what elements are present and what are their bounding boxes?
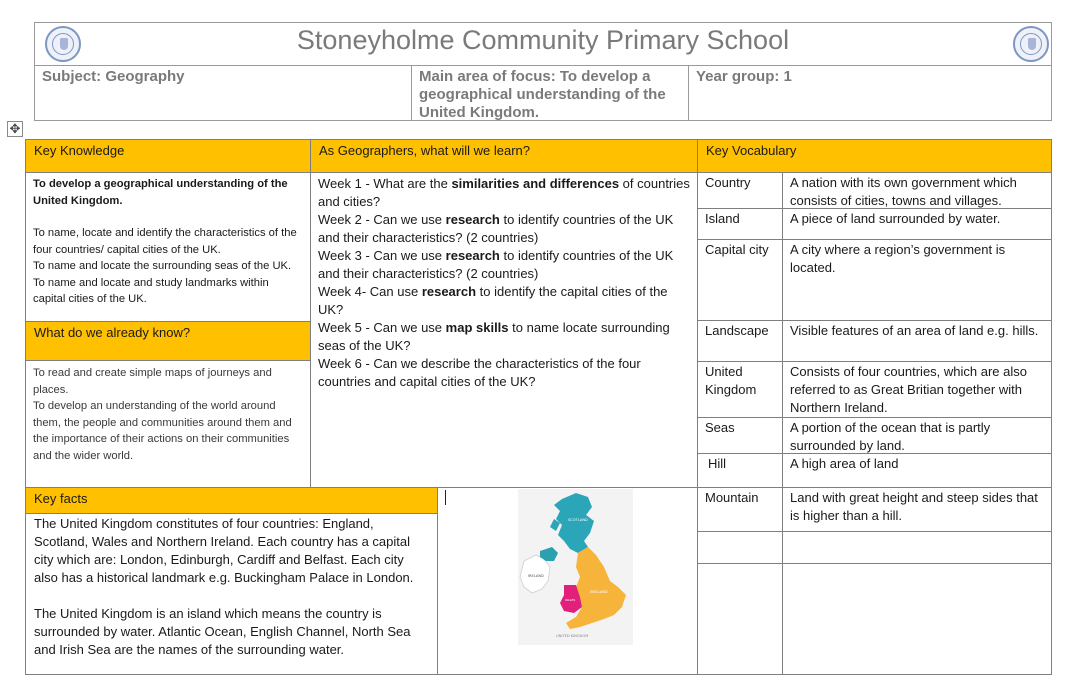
learn-week-4: Week 4- Can use research to identify the capital cities of the UK?: [318, 284, 668, 317]
learn-body: [310, 172, 698, 488]
key-facts-heading: Key facts: [25, 487, 438, 514]
vocab-term: Seas: [697, 417, 783, 454]
text-cursor: [445, 490, 446, 505]
key-facts-body: [25, 513, 438, 675]
vocab-term: Island: [697, 208, 783, 240]
already-know-point: To develop an understanding of the world around them, the people and communities around them and the importance of their actions on their communities and the wider world.: [33, 400, 292, 462]
vocab-term: Landscape: [697, 320, 783, 362]
key-knowledge-point: To name and locate and study landmarks within capital cities of the UK.: [33, 276, 269, 305]
vocab-term: [697, 531, 783, 564]
school-name: Stoneyholme Community Primary School: [296, 25, 790, 55]
uk-map-image: [518, 489, 633, 645]
key-knowledge-intro: To develop a geographical understanding of the United Kingdom.: [33, 178, 288, 207]
map-caption: UNITED KINGDOM: [556, 634, 589, 638]
vocab-term: Capital city: [697, 239, 783, 321]
vocab-term: [697, 563, 783, 675]
already-know-body: [25, 360, 311, 488]
learn-week-1: Week 1 - What are the similarities and differences of countries and cities?: [318, 176, 690, 209]
key-facts-paragraph: The United Kingdom is an island which means the country is surrounded by water. Atlantic Ocean, English Channel, North Sea and Irish Sea are the names of the surrounding water.: [34, 606, 411, 657]
vocabulary-heading: Key Vocabulary: [697, 139, 1052, 173]
subject-cell: Subject: Geography: [34, 65, 412, 121]
learn-heading: As Geographers, what will we learn?: [310, 139, 698, 173]
vocab-definition: [782, 531, 1052, 564]
map-label-england: ENGLAND: [590, 590, 608, 594]
learn-week-3: Week 3 - Can we use research to identify countries of the UK and their characteristics? (2 countries): [318, 248, 674, 281]
vocab-definition: A piece of land surrounded by water.: [782, 208, 1052, 240]
vocab-definition: A portion of the ocean that is partly surrounded by land.: [782, 417, 1052, 454]
vocab-definition: A nation with its own government which consists of cities, towns and villages.: [782, 172, 1052, 209]
vocab-definition: Land with great height and steep sides that is higher than a hill.: [782, 487, 1052, 532]
learn-week-5: Week 5 - Can we use map skills to name locate surrounding seas of the UK?: [318, 320, 670, 353]
map-label-scotland: SCOTLAND: [568, 518, 588, 522]
school-crest-icon: [1013, 26, 1049, 62]
year-group-cell: Year group: 1: [688, 65, 1052, 121]
vocab-definition: A high area of land: [782, 453, 1052, 488]
key-facts-paragraph: The United Kingdom constitutes of four countries: England, Scotland, Wales and Northern Ireland. Each country has a capital city which are: London, Edinburgh, Cardiff and Belfast. Each city also has a historical landmark e.g. Buckingham Palace in London.: [34, 516, 414, 585]
vocab-definition: Visible features of an area of land e.g. hills.: [782, 320, 1052, 362]
map-label-wales: WALES: [565, 598, 576, 602]
vocab-term: United Kingdom: [697, 361, 783, 418]
vocab-term: Mountain: [697, 487, 783, 532]
key-knowledge-point: To name and locate the surrounding seas of the UK.: [33, 260, 292, 272]
learn-week-6: Week 6 - Can we describe the characteristics of the four countries and capital cities of the UK?: [318, 356, 641, 389]
key-knowledge-body: [25, 172, 311, 322]
table-move-handle-icon[interactable]: ✥: [7, 121, 23, 137]
map-label-ireland: IRELAND: [528, 574, 544, 578]
vocab-definition: Consists of four countries, which are also referred to as Great Britian together with Northern Ireland.: [782, 361, 1052, 418]
vocab-definition: [782, 563, 1052, 675]
header-title-bar: [34, 22, 1052, 66]
key-knowledge-point: To name, locate and identify the characteristics of the four countries/ capital cities of the UK.: [33, 227, 297, 256]
already-know-point: To read and create simple maps of journeys and places.: [33, 367, 272, 396]
key-knowledge-heading: Key Knowledge: [25, 139, 311, 173]
vocab-term: Country: [697, 172, 783, 209]
already-know-heading: What do we already know?: [25, 321, 311, 361]
vocab-term: Hill: [697, 453, 783, 488]
focus-cell: Main area of focus: To develop a geographical understanding of the United Kingdom.: [411, 65, 689, 121]
learn-week-2: Week 2 - Can we use research to identify countries of the UK and their characteristics? (2 countries): [318, 212, 674, 245]
vocab-definition: A city where a region’s government is located.: [782, 239, 1052, 321]
